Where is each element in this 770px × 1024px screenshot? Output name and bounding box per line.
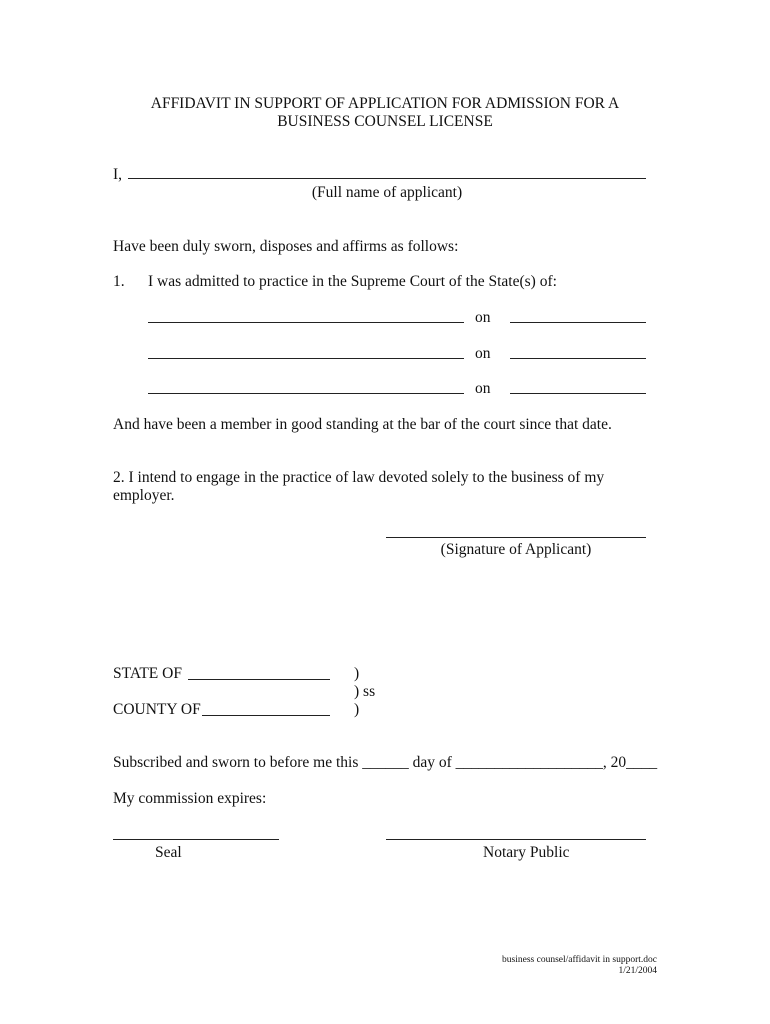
applicant-name-field[interactable] bbox=[128, 178, 646, 179]
seal-label: Seal bbox=[155, 844, 182, 861]
item2-text-line1: 2. I intend to engage in the practice of law devoted solely to the business of my bbox=[113, 469, 605, 486]
sworn-statement: Have been duly sworn, disposes and affirms as follows: bbox=[113, 238, 459, 255]
subscribed-sworn-statement: Subscribed and sworn to before me this ______ day of ___________________, 20____ bbox=[113, 754, 658, 771]
venue-paren-ss: ) ss bbox=[354, 683, 376, 700]
state-of-field[interactable] bbox=[188, 679, 330, 680]
item1-number: 1. bbox=[113, 273, 125, 290]
state-of-label: STATE OF bbox=[113, 665, 182, 682]
footer-filename: business counsel/affidavit in support.doc bbox=[502, 955, 657, 965]
signature-caption: (Signature of Applicant) bbox=[440, 541, 592, 558]
on-label-1: on bbox=[475, 309, 491, 326]
venue-paren-3: ) bbox=[354, 701, 360, 718]
admission-date-field-2[interactable] bbox=[510, 358, 646, 359]
state-name-field-2[interactable] bbox=[148, 358, 464, 359]
item1-text: I was admitted to practice in the Supreme Court of the State(s) of: bbox=[148, 273, 557, 290]
notary-public-label: Notary Public bbox=[483, 844, 570, 861]
on-label-3: on bbox=[475, 380, 491, 397]
county-of-field[interactable] bbox=[202, 715, 330, 716]
admission-date-field-3[interactable] bbox=[510, 393, 646, 394]
footer-date: 1/21/2004 bbox=[618, 966, 657, 976]
applicant-prefix: I, bbox=[113, 166, 123, 183]
state-name-field-1[interactable] bbox=[148, 322, 464, 323]
item2-text-line2: employer. bbox=[113, 487, 175, 504]
admission-date-field-1[interactable] bbox=[510, 322, 646, 323]
document-title-line1: AFFIDAVIT IN SUPPORT OF APPLICATION FOR ADMISSION FOR A bbox=[150, 95, 620, 112]
document-title-line2: BUSINESS COUNSEL LICENSE bbox=[277, 113, 493, 130]
county-of-label: COUNTY OF bbox=[113, 701, 201, 718]
good-standing-statement: And have been a member in good standing at the bar of the court since that date. bbox=[113, 416, 612, 433]
seal-field[interactable] bbox=[113, 839, 279, 840]
applicant-signature-field[interactable] bbox=[386, 537, 646, 538]
commission-expires-label: My commission expires: bbox=[113, 790, 267, 807]
on-label-2: on bbox=[475, 345, 491, 362]
venue-paren-1: ) bbox=[354, 665, 360, 682]
notary-signature-field[interactable] bbox=[386, 839, 646, 840]
state-name-field-3[interactable] bbox=[148, 393, 464, 394]
applicant-name-caption: (Full name of applicant) bbox=[311, 184, 463, 201]
